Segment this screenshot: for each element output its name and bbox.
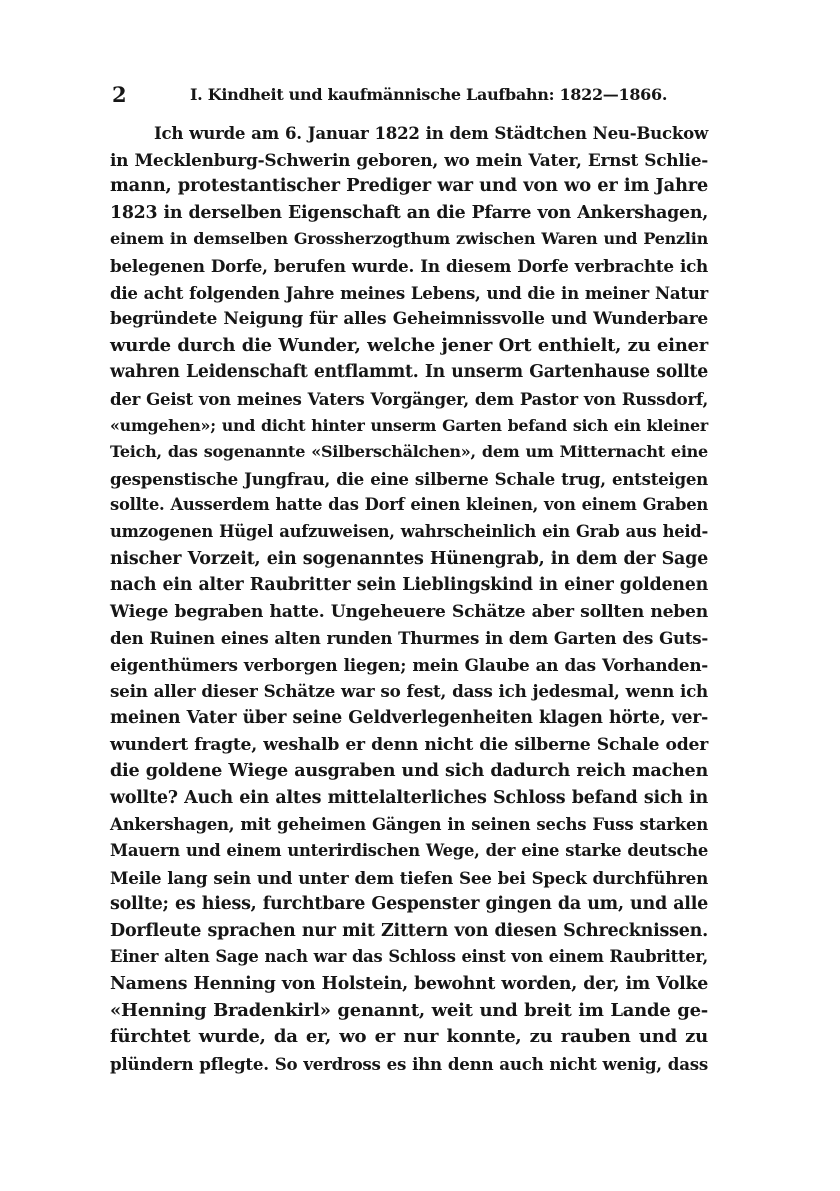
text-line: meinen Vater über seine Geldverlegenheiten klagen hörte, ver-: [110, 708, 708, 729]
text-line: «umgehen»; und dicht hinter unserm Garten befand sich ein kleiner: [110, 415, 708, 435]
text-line: «Henning Bradenkirl» genannt, weit und breit im Lande ge-: [110, 999, 708, 1021]
text-line: nischer Vorzeit, ein sogenanntes Hünengrab, in dem der Sage: [110, 548, 708, 569]
text-line: umzogenen Hügel aufzuweisen, wahrscheinlich ein Grab aus heid-: [110, 521, 708, 541]
text-line: sein aller dieser Schätze war so fest, dass ich jedesmal, wenn ich: [110, 681, 708, 702]
text-line: mann, protestantischer Prediger war und von wo er im Jahre: [110, 175, 708, 197]
running-head: [112, 82, 712, 108]
text-line: wurde durch die Wunder, welche jener Ort enthielt, zu einer: [110, 334, 708, 356]
text-line: wahren Leidenschaft entflammt. In unserm Gartenhause sollte: [110, 362, 708, 383]
text-line: fürchtet wurde, da er, wo er nur konnte, zu rauben und zu: [110, 1026, 708, 1048]
text-line: wundert fragte, weshalb er denn nicht die silberne Schale oder: [110, 734, 708, 755]
page-number: 2: [112, 82, 127, 107]
text-line: gespenstische Jungfrau, die eine silberne Schale trug, entsteigen: [110, 468, 708, 489]
text-line: wollte? Auch ein altes mittelalterliches Schloss befand sich in: [110, 787, 708, 808]
text-line: Dorfleute sprachen nur mit Zittern von diesen Schrecknissen.: [110, 920, 708, 941]
text-line: Einer alten Sage nach war das Schloss einst von einem Raubritter,: [110, 947, 708, 967]
text-line: in Mecklenburg-Schwerin geboren, wo mein Vater, Ernst Schlie-: [110, 149, 708, 170]
text-line: Namens Henning von Holstein, bewohnt worden, der, im Volke: [110, 974, 708, 994]
text-line: eigenthümers verborgen liegen; mein Glaube an das Vorhanden-: [110, 654, 708, 675]
text-line: 1823 in derselben Eigenschaft an die Pfarre von Ankershagen,: [110, 202, 708, 223]
text-line: Teich, das sogenannte «Silberschälchen», dem um Mitternacht eine: [110, 442, 708, 462]
text-line: Wiege begraben hatte. Ungeheuere Schätze aber sollten neben: [110, 601, 708, 622]
text-line: Meile lang sein und unter dem tiefen See bei Speck durchführen: [110, 867, 708, 888]
text-line: die acht folgenden Jahre meines Lebens, und die in meiner Natur: [110, 282, 708, 303]
text-line: begründete Neigung für alles Geheimnissvolle und Wunderbare: [110, 309, 708, 330]
text-line: belegenen Dorfe, berufen wurde. In diesem Dorfe verbrachte ich: [110, 255, 708, 276]
text-line: plündern pflegte. So verdross es ihn denn auch nicht wenig, dass: [110, 1053, 708, 1074]
body-paragraph: [110, 120, 708, 1077]
text-line: sollte. Ausserdem hatte das Dorf einen kleinen, von einem Graben: [110, 495, 708, 515]
text-line: der Geist von meines Vaters Vorgänger, dem Pastor von Russdorf,: [110, 388, 708, 409]
text-line: sollte; es hiess, furchtbare Gespenster gingen da um, und alle: [110, 894, 708, 915]
text-line: die goldene Wiege ausgraben und sich dadurch reich machen: [110, 760, 708, 782]
chapter-running-title: I. Kindheit und kaufmännische Laufbahn: 1822—1866.: [190, 85, 668, 104]
text-line: Mauern und einem unterirdischen Wege, der eine starke deutsche: [110, 841, 708, 861]
text-line: nach ein alter Raubritter sein Lieblingskind in einer goldenen: [110, 575, 708, 596]
text-line: den Ruinen eines alten runden Thurmes in dem Garten des Guts-: [110, 628, 708, 649]
text-line: einem in demselben Grossherzogthum zwischen Waren und Penzlin: [110, 229, 708, 249]
text-line: Ich wurde am 6. Januar 1822 in dem Städtchen Neu-Buckow: [154, 123, 708, 143]
text-line: Ankershagen, mit geheimen Gängen in seinen sechs Fuss starken: [110, 814, 708, 835]
